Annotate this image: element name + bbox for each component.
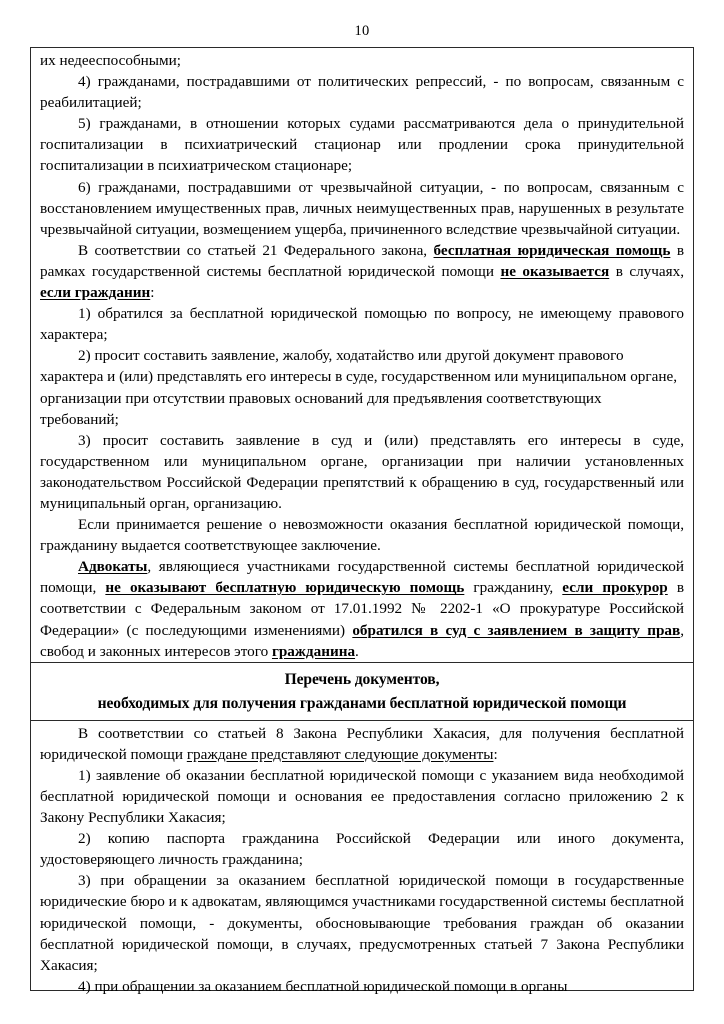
heading-line-1: Перечень документов, [284, 670, 440, 688]
p-continuation: их недееспособными; [40, 52, 181, 69]
emphasis-bold-underline: обратился в суд с заявлением в защиту прав [352, 621, 681, 639]
emphasis-bold-underline: если гражданин [40, 284, 151, 302]
p-item-6: 6) гражданами, пострадавшими от чрезвычайной ситуации, - по вопросам, связанным с восстановлением имущественных прав, личных неимущественных прав, нарушенных в результате чрезвычайной ситуации, возмещением ущерба, причиненного вследствие чрезвычайной ситуации. [40, 178, 684, 238]
emphasis-bold-underline: Адвокаты [78, 558, 148, 576]
section-one-body [31, 48, 693, 662]
p-doc-1: 1) заявление об оказании бесплатной юридической помощи с указанием вида необходимой бесплатной юридической помощи и основания ее предоставления согласно приложению 2 к Закону Республики Хакасия; [40, 766, 684, 827]
page-content-frame [30, 47, 694, 995]
p-item-5: 5) гражданами, в отношении которых судами рассматриваются дела о принудительной госпитализации в психиатрический стационар или продлении срока принудительной госпитализации в психиатрическом стационаре; [40, 115, 684, 175]
emphasis-underline: граждане представляют следующие документы [186, 745, 494, 763]
p-refusal-1: 1) обратился за бесплатной юридической помощью по вопросу, не имеющему правового характера; [40, 305, 684, 344]
emphasis-bold-underline: гражданина [271, 642, 356, 660]
p-conclusion: Если принимается решение о невозможности оказания бесплатной юридической помощи, гражданину выдается соответствующее заключение. [40, 516, 684, 555]
page-number: 10 [354, 23, 370, 39]
p-item-4: 4) гражданами, пострадавшими от политических репрессий, - по вопросам, связанным с реабилитацией; [40, 73, 684, 112]
p-doc-4: 4) при обращении за оказанием бесплатной юридической помощи в органы [78, 977, 568, 995]
emphasis-bold-underline: бесплатная юридическая помощь [433, 241, 671, 259]
p-article-21: В соответствии со статьей 21 Федерального закона, бесплатная юридическая помощь в рамках государственной системы бесплатной юридической помощи не оказывается в случаях, если гражданин: [40, 241, 684, 302]
section-two-body [31, 721, 693, 997]
section-heading-block [31, 662, 693, 721]
p-doc-3: 3) при обращении за оказанием бесплатной юридической помощи в государственные юридические бюро и к адвокатам, являющимся участниками государственной системы бесплатной юридической помощи, - документы, обосновывающие требования граждан об оказании бесплатной юридической помощи, в случаях, предусмотренных статьей 7 Закона Республики Хакасия; [40, 872, 684, 974]
p-advocates: Адвокаты, являющиеся участниками государственной системы бесплатной юридической помощи, не оказывают бесплатную юридическую помощь гражданину, если прокурор в соответствии с Федеральным законом от 17.01.1992 № 2202-1 «О прокуратуре Российской Федерации» (с последующими изменениями) обратился в суд с заявлением в защиту прав, свобод и законных интересов этого гражданина. [40, 558, 684, 660]
p-refusal-2: 2) просит составить заявление, жалобу, ходатайство или другой документ правового характера и (или) представлять его интересы в суде, государственном или муниципальном органе, организации при отсутствии правовых оснований для предъявления соответствующих требований; [40, 347, 678, 428]
emphasis-bold-underline: если прокурор [562, 579, 668, 597]
p-article-8: В соответствии со статьей 8 Закона Республики Хакасия, для получения бесплатной юридической помощи граждане представляют следующие документы: [40, 724, 684, 763]
emphasis-bold-underline: не оказывается [500, 262, 610, 280]
p-refusal-3: 3) просит составить заявление в суд и (или) представлять его интересы в суде, государственном или муниципальном органе, организации при наличии установленных законодательством Российской Федерации препятствий к обращению в суд, государственный или муниципальный орган, организацию. [40, 431, 684, 512]
heading-line-2: необходимых для получения гражданами бесплатной юридической помощи [97, 694, 627, 712]
emphasis-bold-underline: не оказывают бесплатную юридическую помощь [105, 579, 465, 597]
p-doc-2: 2) копию паспорта гражданина Российской Федерации или иного документа, удостоверяющего личность гражданина; [40, 830, 684, 869]
